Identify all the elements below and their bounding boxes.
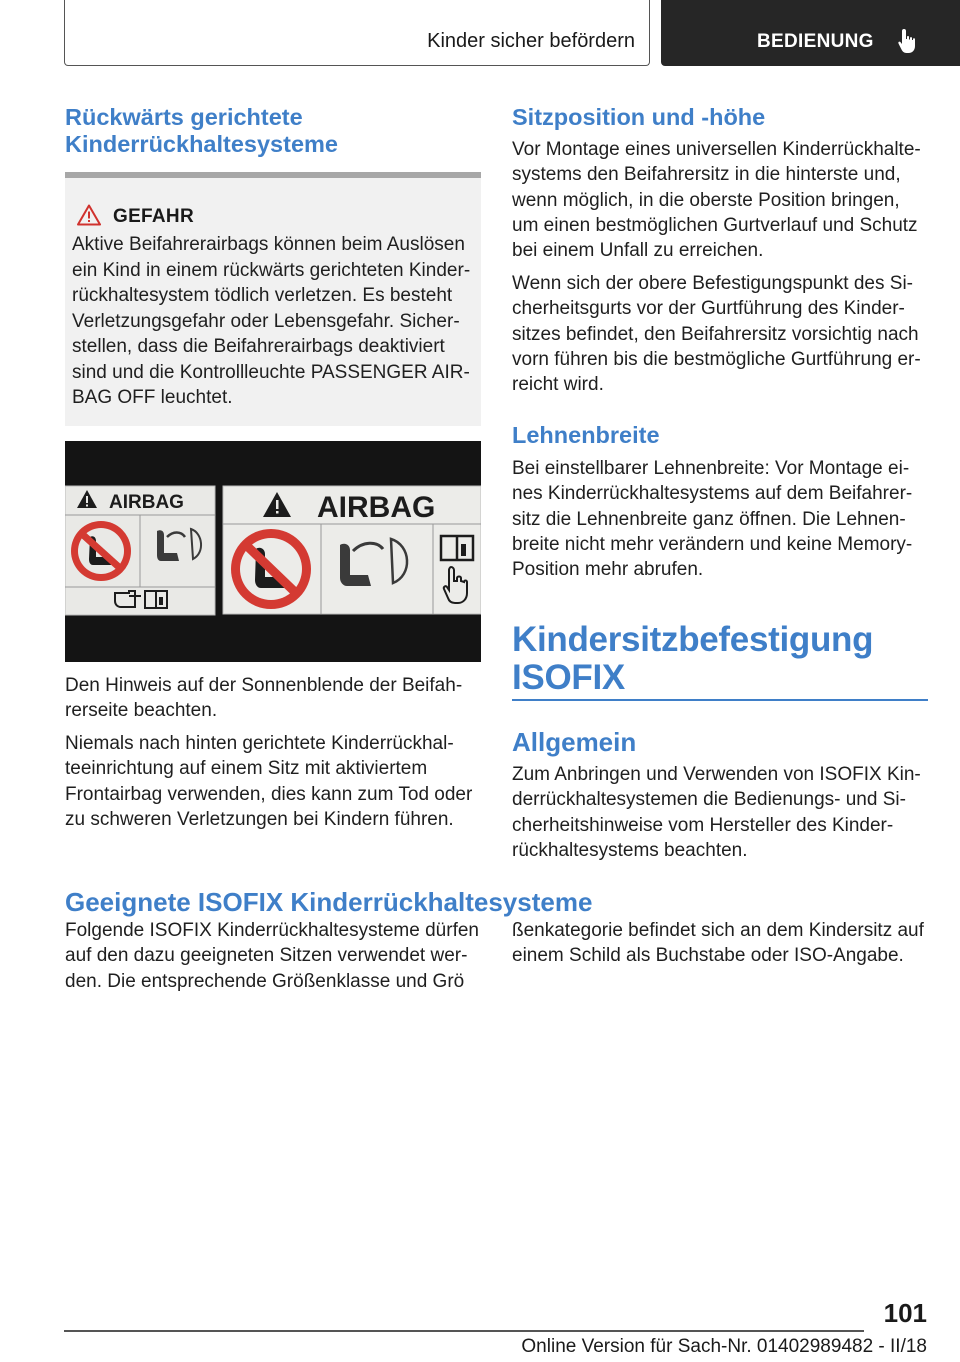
heading-rule (512, 699, 928, 701)
airbag-label-small-text: AIRBAG (109, 492, 184, 513)
danger-title: GEFAHR (113, 206, 194, 227)
danger-text: Aktive Beifahrerairbags können beim Auslösen ein Kind in einem rückwärts gerichteten Kinderrückhaltesystem tödlich verletzen. Es besteht Verletzungsgefahr oder Lebensgefahr. Sicherstellen, dass die Beifahrerairbags deaktiviert sind und die Kontrollleuchte PASSENGER AIRBAG OFF leuchtet. (72, 234, 471, 408)
heading-isofix (512, 621, 928, 697)
chapter-title: Kinder sicher befördern (427, 30, 635, 52)
hand-pointer-icon (895, 27, 919, 55)
heading-general: Allgemein (512, 727, 637, 757)
heading-seat-position: Sitzposition und -höhe (512, 104, 766, 130)
heading-rear-facing-line1: Rückwärts gerichtete (65, 104, 303, 130)
heading-backrest-width: Lehnenbreite (512, 422, 660, 448)
no-child-seat-icon (231, 529, 311, 609)
heading-suitable-isofix: Geeignete ISOFIX Kinderrückhaltesysteme (65, 887, 593, 917)
danger-notice (65, 172, 481, 426)
airbag-label-large (223, 486, 481, 614)
section-tab (661, 0, 960, 66)
heading-rear-facing (65, 104, 481, 158)
paragraph-belt-anchor: Wenn sich der obere Befestigungspunkt des Sicherheitsgurts vor der Gurtführung des Kindersitzes befindet, den Beifahrersitz vorsichtig nach vorn führen bis die bestmögliche Gurtführung erreicht wird. (512, 273, 921, 396)
paragraph-seat-position: Vor Montage eines universellen Kinderrückhaltesystems den Beifahrersitz in die hinterste und, wenn möglich, in die oberste Position bringen, um einen bestmöglichen Gurtverlauf und Schutz bei einem Unfall zu erreichen. (512, 139, 921, 262)
airbag-label-small (65, 486, 215, 615)
paragraph-backrest-width: Bei einstellbarer Lehnenbreite: Vor Montage eines Kinderrückhaltesystems auf dem Beifahrersitz die Lehnenbreite ganz öffnen. Die Lehnenbreite nicht mehr verändern und keine Memory-Position mehr abrufen. (512, 458, 913, 581)
heading-isofix-line2: ISOFIX (512, 658, 625, 697)
page-header (0, 0, 960, 66)
airbag-label-photo (65, 441, 481, 662)
chapter-tab (64, 0, 650, 66)
footer-online-version: Online Version für Sach-Nr. 01402989482 - II/18 (521, 1336, 927, 1357)
airbag-label-illustration (65, 441, 481, 662)
heading-isofix-line1: Kindersitzbefestigung (512, 620, 874, 659)
warning-triangle-icon (77, 204, 101, 226)
paragraph-general: Zum Anbringen und Verwenden von ISOFIX Kinderrückhaltesystemen die Bedienungs- und Sicherheitshinweise vom Hersteller des Kinderrückhaltesystems beachten. (512, 764, 921, 861)
paragraph-sun-visor: Den Hinweis auf der Sonnenblende der Beifahrerseite beachten. (65, 675, 463, 722)
paragraph-suitable-isofix-2: ßenkategorie befindet sich an dem Kindersitz auf einem Schild als Buchstabe oder ISO-Angabe. (512, 920, 924, 967)
page-number: 101 (883, 1298, 927, 1328)
airbag-label-large-text: AIRBAG (317, 491, 436, 524)
heading-rear-facing-line2: Kinderrückhaltesysteme (65, 131, 338, 157)
no-child-seat-icon (71, 521, 131, 581)
footer-rule (64, 1330, 864, 1332)
section-title: BEDIENUNG (757, 31, 874, 52)
paragraph-rear-facing-warning: Niemals nach hinten gerichtete Kinderrückhalteeinrichtung auf einem Sitz mit aktiviertem Frontairbag verwenden, dies kann zum Tod oder zu schweren Verletzungen bei Kindern führen. (65, 733, 473, 830)
paragraph-suitable-isofix-1: Folgende ISOFIX Kinderrückhaltesysteme dürfen auf den dazu geeigneten Sitzen verwendet werden. Die entsprechende Größenklasse und Grö (65, 920, 479, 992)
